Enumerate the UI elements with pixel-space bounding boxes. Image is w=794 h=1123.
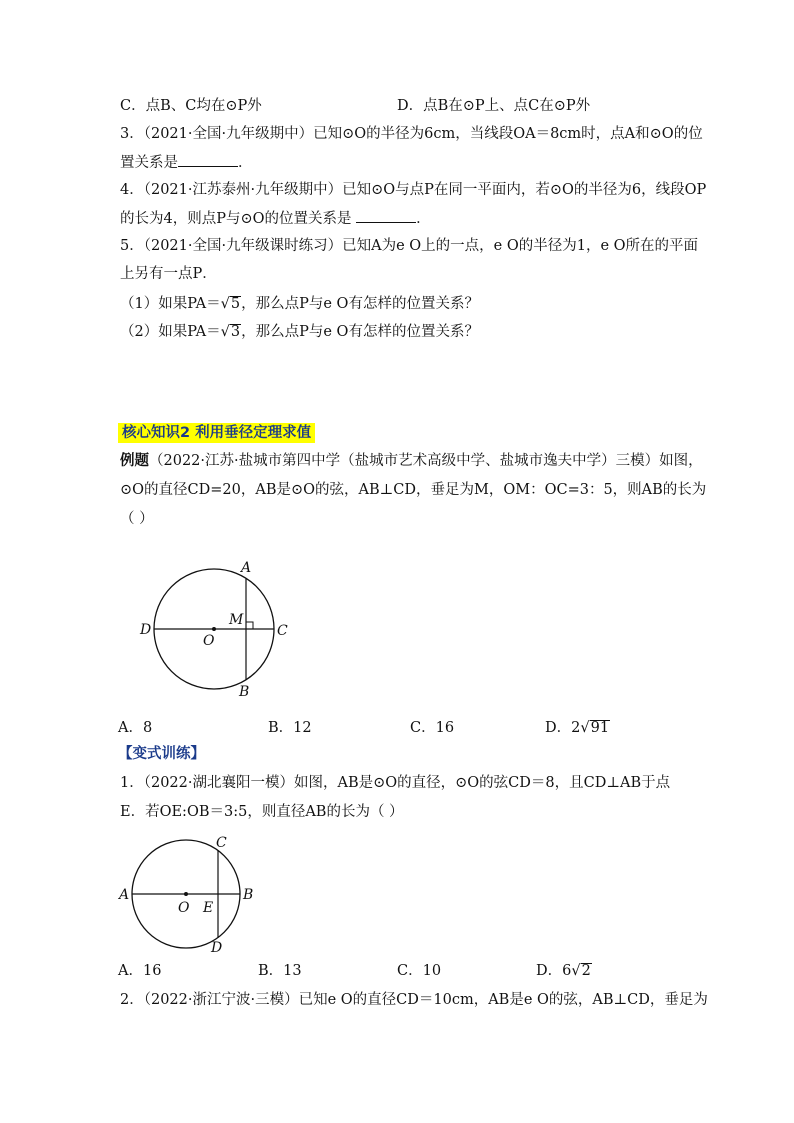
example-option-d	[545, 718, 610, 738]
example-line1	[120, 451, 703, 471]
q3-line1: 3．（2021·全国·九年级期中）已知⊙O的半径为6cm，当线段OA＝8cm时，点A和⊙O的位	[120, 126, 703, 142]
example-option-b: B．12	[268, 720, 312, 736]
q3-line2-end: ．	[238, 155, 253, 171]
option-c-prev: C．点B、C均在⊙P外	[120, 98, 262, 114]
q5-sub1-text: （1）如果PA＝	[120, 296, 221, 312]
q5-sub2	[120, 322, 479, 342]
sqrt-radicand: 3	[230, 324, 241, 340]
center-dot	[212, 627, 216, 631]
variant1-circle-figure	[116, 832, 276, 962]
sqrt-sign: √	[220, 324, 230, 340]
q4-line1: 4．（2021·江苏泰州·九年级期中）已知⊙O与点P在同一平面内，若⊙O的半径为6，线段OP	[120, 182, 707, 198]
example-option-a: A．8	[118, 720, 153, 736]
sqrt-radicand: 2	[581, 963, 591, 979]
label-m: M	[229, 612, 244, 628]
v1-option-b: B．13	[258, 963, 302, 979]
sqrt-sign: √	[580, 720, 590, 736]
v1-option-d-prefix: D．6	[536, 963, 572, 979]
q5-sub1-rest: ，那么点P与e O有怎样的位置关系？	[241, 296, 479, 312]
example-line3: （ ）	[120, 511, 154, 527]
label-c: C	[216, 835, 227, 851]
v1-option-d	[536, 961, 592, 981]
q4-line2-end: ．	[416, 211, 431, 227]
label-a: A	[119, 887, 130, 903]
q3-line2-text: 置关系是	[120, 155, 178, 171]
label-d: D	[211, 940, 223, 956]
label-b: B	[239, 684, 250, 700]
sqrt-sign: √	[571, 963, 581, 979]
q4-answer-blank[interactable]	[356, 208, 416, 223]
q5-line2: 上另有一点P．	[120, 266, 217, 282]
variant-heading: 【变式训练】	[118, 746, 205, 762]
v1-option-a: A．16	[118, 963, 162, 979]
label-o: O	[203, 633, 215, 649]
q3-line2	[120, 152, 253, 173]
sqrt-sign: √	[220, 296, 230, 312]
label-c: C	[277, 623, 288, 639]
q3-answer-blank[interactable]	[178, 152, 238, 167]
center-dot	[184, 892, 188, 896]
example-line1-text: （2022·江苏·盐城市第四中学（盐城市艺术高级中学、盐城市逸夫中学）三模）如图，	[149, 453, 703, 469]
v1-line2: E．若OE:OB＝3:5，则直径AB的长为（ ）	[120, 804, 404, 820]
q5-line1: 5．（2021·全国·九年级课时练习）已知A为e O上的一点，e O的半径为1，e O所在的平面	[120, 238, 699, 254]
example-option-d-prefix: D．2	[545, 720, 581, 736]
right-angle-mark	[246, 622, 253, 629]
q4-line2	[120, 208, 431, 229]
label-a: A	[241, 560, 252, 576]
sqrt-radicand: 91	[590, 720, 610, 736]
label-o: O	[178, 900, 190, 916]
q5-sub1	[120, 294, 479, 314]
label-d: D	[140, 622, 152, 638]
example-option-c: C．16	[410, 720, 455, 736]
example-circle-figure	[132, 556, 312, 706]
label-b: B	[243, 887, 254, 903]
v1-line1: 1．（2022·湖北襄阳一模）如图，AB是⊙O的直径，⊙O的弦CD＝8，且CD⊥AB于点	[120, 775, 671, 791]
q5-sub2-rest: ，那么点P与e O有怎样的位置关系？	[241, 324, 479, 340]
q4-line2-text: 的长为4，则点P与⊙O的位置关系是	[120, 211, 352, 227]
example-label: 例题	[120, 453, 149, 469]
example-line2: ⊙O的直径CD=20，AB是⊙O的弦，AB⊥CD，垂足为M，OM：OC=3：5，则AB的长为	[120, 482, 707, 498]
section-heading: 核心知识2 利用垂径定理求值	[118, 423, 315, 443]
q5-sub2-text: （2）如果PA＝	[120, 324, 221, 340]
option-d-prev: D．点B在⊙P上、点C在⊙P外	[397, 98, 591, 114]
v2-line1: 2．（2022·浙江宁波·三模）已知e O的直径CD＝10cm，AB是e O的弦，AB⊥CD，垂足为	[120, 992, 708, 1008]
sqrt-radicand: 5	[230, 296, 241, 312]
label-e: E	[203, 900, 214, 916]
v1-option-c: C．10	[397, 963, 442, 979]
